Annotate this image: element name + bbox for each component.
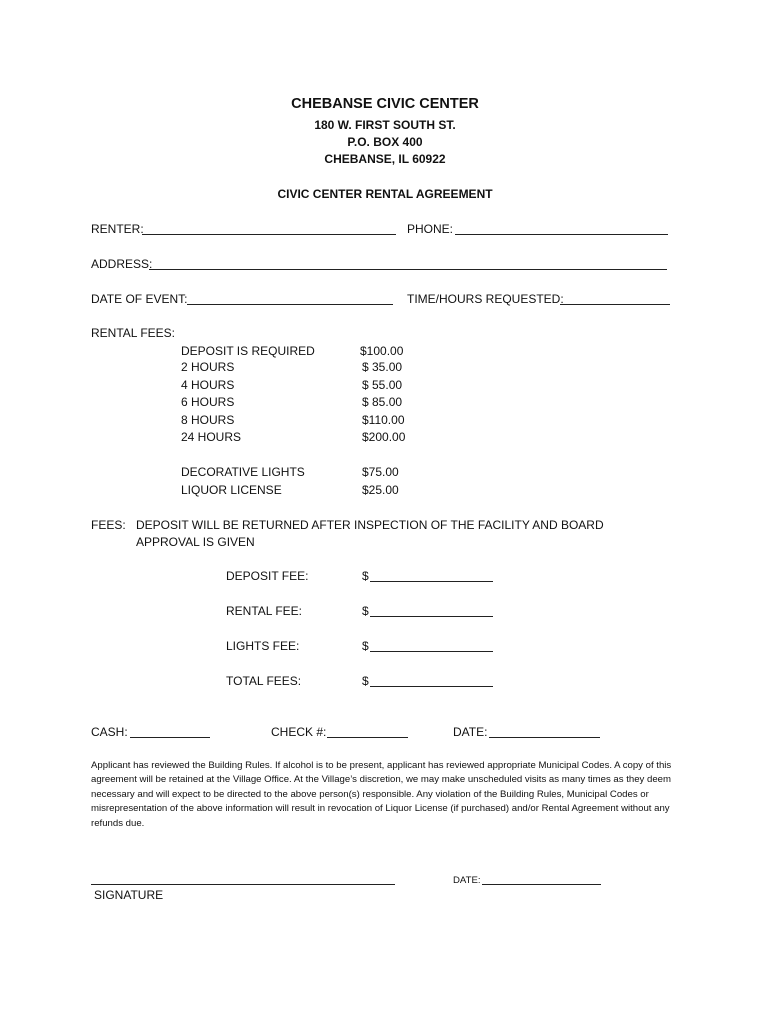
phone-field[interactable] <box>455 234 668 235</box>
extra-item-label: LIQUOR LICENSE <box>181 483 282 497</box>
event-date-label: DATE OF EVENT: <box>91 292 188 306</box>
fees-note-line-1: DEPOSIT WILL BE RETURNED AFTER INSPECTION OF THE FACILITY AND BOARD <box>136 518 604 532</box>
rental-fees-heading: RENTAL FEES: <box>91 326 176 340</box>
fee-item-price: $100.00 <box>360 344 404 358</box>
fee-item-price: $ 85.00 <box>362 395 403 409</box>
fee-item-price: $110.00 <box>362 413 405 427</box>
extra-item-price: $75.00 <box>362 465 399 479</box>
fee-item-label: DEPOSIT IS REQUIRED <box>181 344 315 358</box>
fee-item-price: $ 35.00 <box>362 360 403 374</box>
deposit-fee-field[interactable] <box>370 581 493 582</box>
fee-item-label: 4 HOURS <box>181 378 235 392</box>
dollar-sign: $ <box>362 569 369 583</box>
event-date-field[interactable] <box>187 304 393 305</box>
extra-item-price: $25.00 <box>362 483 399 497</box>
total-fees-label: TOTAL FEES: <box>226 674 302 688</box>
fee-item-price: $ 55.00 <box>362 378 403 392</box>
fee-item-label: 24 HOURS <box>181 430 242 444</box>
signature-field[interactable] <box>91 884 395 885</box>
rental-fee-field[interactable] <box>370 616 493 617</box>
cash-label: CASH: <box>91 725 128 739</box>
terms-paragraph: Applicant has reviewed the Building Rules. If alcohol is to be present, applicant has reviewed appropriate Municipal Codes. A copy of this agreement will be retained at the Village Office. At the Village’s discretion, we may make unscheduled visits as many times as they deem necessary and will expect to be directed to the above person(s) responsible. Any violation of the Building Rules, Municipal Codes or misrepresentation of the above information will result in revocation of Liquor License (if purchased) and/or Rental Agreement without any refunds due. <box>91 760 672 829</box>
address-line-2: P.O. BOX 400 <box>347 135 423 149</box>
renter-label: RENTER: <box>91 222 144 236</box>
dollar-sign: $ <box>362 604 369 618</box>
total-fees-field[interactable] <box>370 686 493 687</box>
fee-item-label: 6 HOURS <box>181 395 235 409</box>
fee-item-price: $200.00 <box>362 430 406 444</box>
check-label: CHECK #: <box>271 725 327 739</box>
address-field[interactable] <box>149 269 667 270</box>
dollar-sign: $ <box>362 639 369 653</box>
address-line-1: 180 W. FIRST SOUTH ST. <box>314 118 456 132</box>
org-title: CHEBANSE CIVIC CENTER <box>291 96 479 112</box>
payment-date-label: DATE: <box>453 725 488 739</box>
rental-fee-label: RENTAL FEE: <box>226 604 303 618</box>
signature-date-field[interactable] <box>482 884 601 885</box>
signature-date-label: DATE: <box>453 875 481 886</box>
fees-note-line-2: APPROVAL IS GIVEN <box>136 535 255 549</box>
form-title: CIVIC CENTER RENTAL AGREEMENT <box>277 187 493 201</box>
extra-item-label: DECORATIVE LIGHTS <box>181 465 305 479</box>
fees-label: FEES: <box>91 518 126 532</box>
fee-item-label: 2 HOURS <box>181 360 235 374</box>
cash-field[interactable] <box>130 737 210 738</box>
time-hours-label: TIME/HOURS REQUESTED: <box>407 292 564 306</box>
address-line-3: CHEBANSE, IL 60922 <box>324 152 446 166</box>
address-label: ADDRESS: <box>91 257 153 271</box>
phone-label: PHONE: <box>407 222 454 236</box>
deposit-fee-label: DEPOSIT FEE: <box>226 569 309 583</box>
signature-label: SIGNATURE <box>94 888 164 902</box>
lights-fee-field[interactable] <box>370 651 493 652</box>
renter-field[interactable] <box>142 234 396 235</box>
lights-fee-label: LIGHTS FEE: <box>226 639 300 653</box>
fee-item-label: 8 HOURS <box>181 413 235 427</box>
check-number-field[interactable] <box>327 737 408 738</box>
time-hours-field[interactable] <box>560 304 670 305</box>
payment-date-field[interactable] <box>489 737 600 738</box>
dollar-sign: $ <box>362 674 369 688</box>
